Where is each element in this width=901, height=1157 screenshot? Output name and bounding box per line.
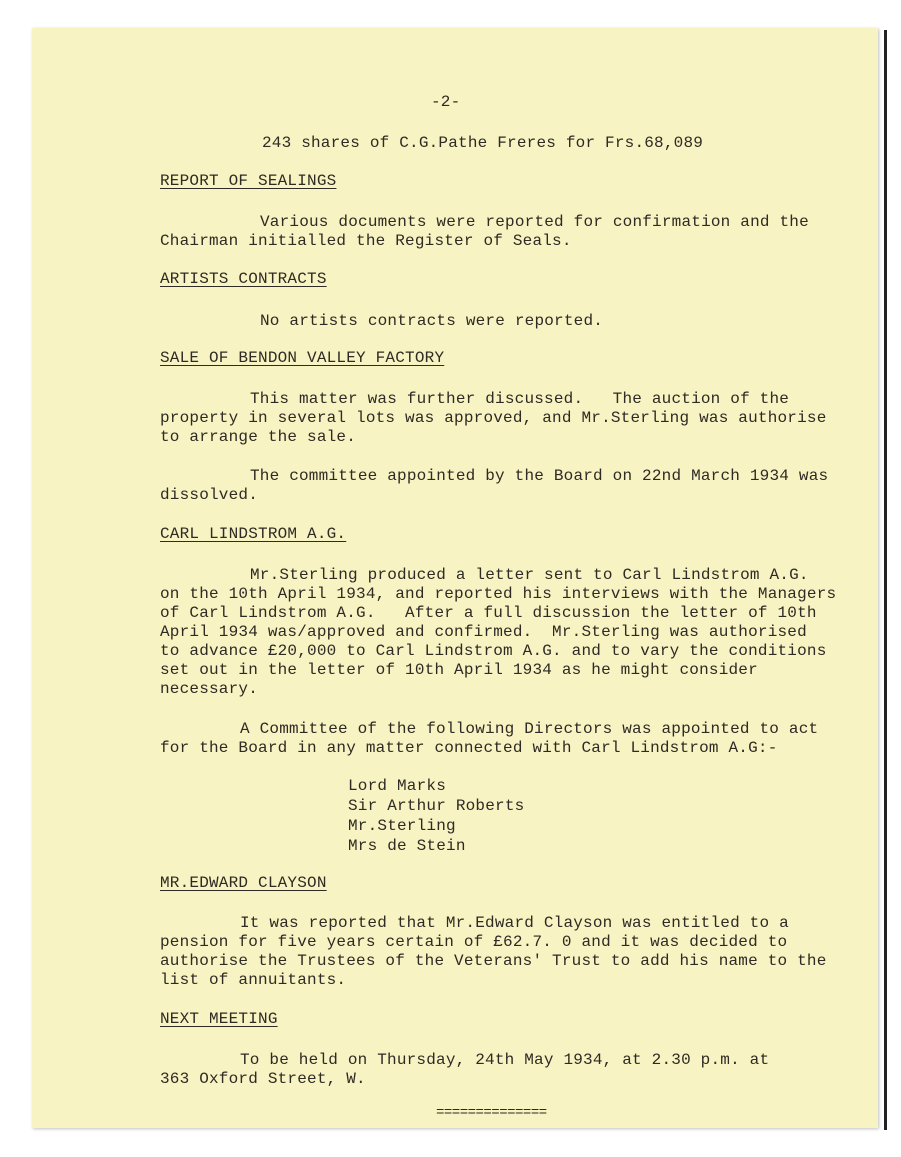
director-name: Mr.Sterling (348, 817, 456, 835)
paragraph-line: To be held on Thursday, 24th May 1934, at 2.30 p.m. at (240, 1051, 770, 1069)
paragraph-line: on the 10th April 1934, and reported his interviews with the Managers (160, 585, 837, 603)
heading-mr-edward-clayson: MR.EDWARD CLAYSON (160, 874, 327, 892)
closing-rule: ============== (436, 1105, 547, 1121)
paragraph-line: to arrange the sale. (160, 428, 357, 446)
heading-carl-lindstrom: CARL LINDSTROM A.G. (160, 525, 347, 543)
paragraph-line: The committee appointed by the Board on 22nd March 1934 was (250, 467, 829, 485)
paragraph-line: This matter was further discussed. The auction of the (250, 390, 790, 408)
director-name: Lord Marks (348, 777, 447, 795)
director-name: Mrs de Stein (348, 837, 466, 855)
paragraph-line: 363 Oxford Street, W. (160, 1070, 366, 1088)
paragraph-line: necessary. (160, 680, 259, 698)
paragraph-line: April 1934 was/approved and confirmed. Mr.Sterling was authorised (160, 623, 807, 641)
paragraph-line: A Committee of the following Directors was appointed to act (240, 720, 819, 738)
paragraph-line: to advance £20,000 to Carl Lindstrom A.G. and to vary the conditions (160, 642, 827, 660)
paragraph-line: property in several lots was approved, and Mr.Sterling was authorise (160, 409, 827, 427)
heading-sale-of-bendon-valley-factory: SALE OF BENDON VALLEY FACTORY (160, 349, 445, 367)
paragraph-line: of Carl Lindstrom A.G. After a full discussion the letter of 10th (160, 604, 817, 622)
paragraph-line: Mr.Sterling produced a letter sent to Carl Lindstrom A.G. (250, 566, 809, 584)
page-edge-shadow (884, 30, 887, 1130)
page-number: -2- (431, 93, 461, 111)
paragraph-line: Chairman initialled the Register of Seals. (160, 232, 572, 250)
paragraph-line: authorise the Trustees of the Veterans' Trust to add his name to the (160, 952, 827, 970)
paragraph-line: Various documents were reported for confirmation and the (260, 213, 809, 231)
paragraph-line: No artists contracts were reported. (260, 312, 604, 330)
heading-next-meeting: NEXT MEETING (160, 1010, 278, 1028)
heading-artists-contracts: ARTISTS CONTRACTS (160, 270, 327, 288)
paragraph-line: list of annuitants. (160, 971, 347, 989)
paragraph-line: for the Board in any matter connected with Carl Lindstrom A.G:- (160, 739, 778, 757)
paragraph-line: set out in the letter of 10th April 1934 as he might consider (160, 661, 758, 679)
heading-report-of-sealings: REPORT OF SEALINGS (160, 172, 337, 190)
paragraph-line: It was reported that Mr.Edward Clayson was entitled to a (240, 914, 789, 932)
paragraph-line: pension for five years certain of £62.7. 0 and it was decided to (160, 933, 788, 951)
paragraph-line: dissolved. (160, 486, 259, 504)
director-name: Sir Arthur Roberts (348, 797, 525, 815)
opening-line: 243 shares of C.G.Pathe Freres for Frs.68,089 (262, 134, 704, 152)
